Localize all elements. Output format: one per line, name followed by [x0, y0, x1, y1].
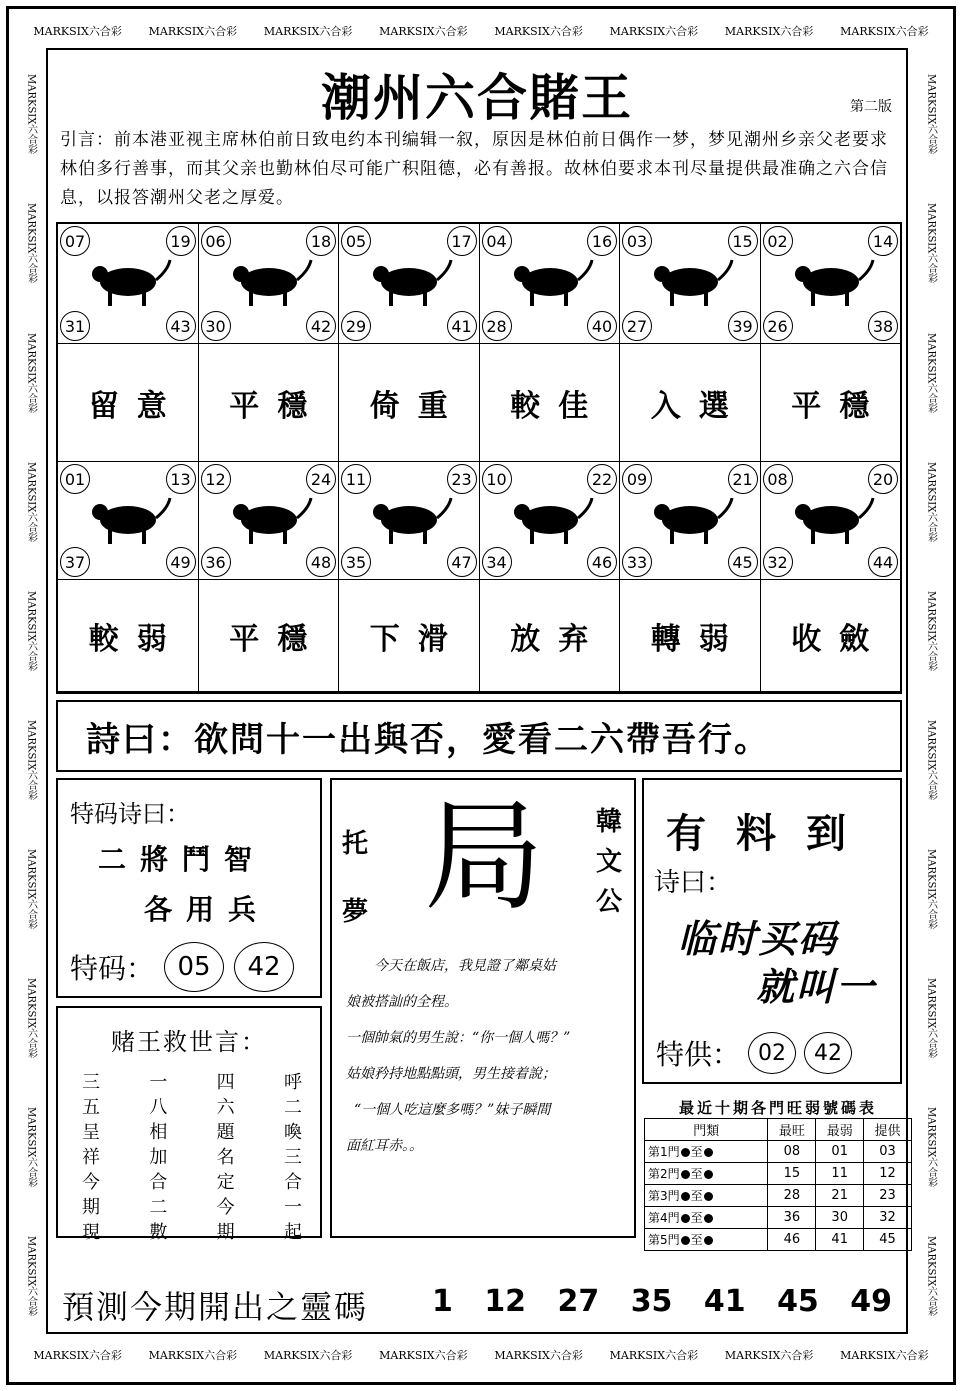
duwang-char: 今: [216, 1197, 235, 1218]
watermark-text: MARKSIX六合彩: [925, 332, 937, 413]
stats-hot: 15: [768, 1163, 816, 1185]
tema-title: 特码诗曰：: [70, 800, 190, 828]
zodiac-cell: [480, 462, 621, 580]
zodiac-word-cell: [58, 344, 199, 462]
zodiac-cell: [761, 462, 901, 580]
watermark-text: MARKSIX六合彩: [25, 461, 37, 543]
youliao-code-row: [656, 1032, 852, 1074]
zodiac-number: 30: [201, 311, 231, 341]
watermark-text: MARKSIX六合彩: [148, 1349, 238, 1362]
tiger-icon: [365, 246, 453, 314]
zodiac-word: 入選: [650, 388, 747, 424]
zodiac-row-words: [58, 344, 900, 462]
zodiac-number: 32: [763, 547, 793, 577]
watermark-bottom: [20, 1340, 942, 1370]
stats-row: [645, 1163, 912, 1185]
duwang-char: 五: [82, 1097, 100, 1118]
watermark-top: [20, 16, 942, 46]
watermark-text: MARKSIX六合彩: [925, 74, 937, 155]
predict-numbers: [432, 1284, 892, 1319]
tema-code-label: 特码：: [70, 952, 155, 985]
tema-line2: 各用兵: [144, 893, 271, 926]
zodiac-number: 28: [482, 311, 512, 341]
zodiac-number: 47: [447, 547, 477, 577]
intro-text: 引言：前本港亚视主席林伯前日致电约本刊编辑一叙，原因是林伯前日偶作一梦，梦见潮州乡亲父老要求林伯多行善事，而其父亲也勤林伯尽可能广积阻德，必有善报。故林伯要求本刊尽量提供最准确之六合信息，以报答潮州父老之厚爱。: [60, 130, 888, 208]
dream-line: 今天在飯店，我見證了鄰桌姑: [374, 958, 556, 974]
stats-hot: 28: [768, 1185, 816, 1207]
dream-story: [346, 948, 626, 1164]
zodiac-word: 留意: [88, 388, 185, 424]
duwang-char: 數: [149, 1222, 168, 1243]
stats-cold: 01: [816, 1141, 864, 1163]
zodiac-number: 29: [341, 311, 371, 341]
watermark-text: MARKSIX六合彩: [379, 1349, 468, 1362]
duwang-char: 起: [283, 1222, 302, 1243]
duwang-char: 現: [82, 1222, 100, 1243]
rabbit-icon: [506, 246, 594, 314]
zodiac-cell: [199, 462, 340, 580]
stats-header: 門類: [645, 1119, 768, 1141]
watermark-text: MARKSIX六合彩: [494, 25, 583, 38]
zodiac-number: 48: [306, 547, 336, 577]
dream-left-char: 夢: [342, 897, 369, 927]
zodiac-number: 46: [587, 547, 617, 577]
watermark-text: MARKSIX六合彩: [609, 25, 699, 38]
watermark-text: MARKSIX六合彩: [33, 1349, 122, 1362]
watermark-text: MARKSIX六合彩: [25, 1107, 37, 1188]
predict-number: 12: [484, 1284, 527, 1319]
rat-icon: [84, 246, 172, 314]
zodiac-word-cell: [761, 344, 901, 462]
zodiac-word-cell: [480, 344, 621, 462]
zodiac-cell: [480, 224, 621, 344]
zodiac-number: 35: [341, 547, 371, 577]
ball-icon: [704, 1236, 713, 1245]
zodiac-number: 19: [166, 226, 196, 256]
zodiac-word: 倚重: [369, 388, 466, 424]
zodiac-number: 23: [447, 464, 477, 494]
zodiac-number: 01: [60, 464, 90, 494]
duwang-char: 一: [283, 1197, 302, 1218]
stats-hot: 46: [768, 1229, 816, 1251]
pig-icon: [787, 484, 875, 552]
zodiac-number: 04: [482, 226, 512, 256]
zodiac-word: 較佳: [510, 388, 607, 424]
tema-box: [56, 778, 322, 998]
stats-table: [644, 1118, 912, 1251]
youliao-sub: 诗曰：: [654, 868, 733, 898]
predict-number: 27: [557, 1284, 600, 1319]
ball-icon: [681, 1170, 690, 1179]
ball-icon: [681, 1192, 690, 1201]
snake-icon: [787, 246, 875, 314]
zodiac-cell: [339, 224, 480, 344]
ball-icon: [704, 1214, 713, 1223]
watermark-text: MARKSIX六合彩: [25, 1236, 37, 1317]
zodiac-row-images: [58, 224, 900, 344]
zodiac-number: 22: [587, 464, 617, 494]
zodiac-word-cell: [339, 580, 480, 692]
horse-icon: [84, 484, 172, 552]
duwang-char: 相: [149, 1122, 168, 1143]
stats-row: [645, 1207, 912, 1229]
watermark-left: [18, 50, 44, 1341]
watermark-text: MARKSIX六合彩: [925, 590, 937, 672]
zodiac-word-cell: [199, 580, 340, 692]
goat-icon: [225, 484, 313, 552]
duwang-char: 名: [216, 1147, 235, 1168]
zodiac-number: 42: [306, 311, 336, 341]
watermark-text: MARKSIX六合彩: [925, 719, 937, 801]
watermark-text: MARKSIX六合彩: [925, 1236, 937, 1317]
duwang-grid: [82, 1070, 302, 1245]
ball-icon: [681, 1236, 690, 1245]
dream-left-char: 托: [342, 829, 369, 859]
stats-cold: 21: [816, 1185, 864, 1207]
duwang-title: 赌王救世言：: [111, 1028, 267, 1056]
watermark-text: MARKSIX六合彩: [925, 203, 937, 284]
youliao-code: 02: [748, 1032, 796, 1074]
watermark-text: MARKSIX六合彩: [25, 719, 37, 801]
stats-door: 第1門 至: [645, 1141, 768, 1163]
zodiac-number: 40: [587, 311, 617, 341]
watermark-text: MARKSIX六合彩: [25, 203, 37, 284]
duwang-column: [82, 1070, 100, 1245]
dream-box: [330, 778, 636, 1238]
watermark-right: [918, 50, 944, 1341]
duwang-char: 八: [149, 1097, 168, 1118]
stats-door: 第3門 至: [645, 1185, 768, 1207]
zodiac-word: 平穩: [229, 388, 326, 424]
duwang-char: 今: [82, 1172, 100, 1193]
stats-header: 最旺: [768, 1119, 816, 1141]
zodiac-number: 11: [341, 464, 371, 494]
rooster-icon: [506, 484, 594, 552]
zodiac-word: 轉弱: [650, 621, 747, 657]
zodiac-number: 20: [868, 464, 898, 494]
watermark-text: MARKSIX六合彩: [263, 1349, 353, 1362]
zodiac-word-cell: [620, 344, 761, 462]
zodiac-number: 33: [622, 547, 652, 577]
duwang-char: 期: [82, 1197, 100, 1218]
stats-offer: 23: [864, 1185, 912, 1207]
duwang-char: 合: [149, 1172, 168, 1193]
duwang-char: 期: [216, 1222, 235, 1243]
duwang-char: 三: [283, 1147, 302, 1168]
watermark-text: MARKSIX六合彩: [840, 25, 929, 38]
ball-icon: [704, 1192, 713, 1201]
watermark-text: MARKSIX六合彩: [25, 74, 37, 155]
zodiac-number: 27: [622, 311, 652, 341]
zodiac-cell: [761, 224, 901, 344]
youliao-line1: 临时买码: [678, 917, 839, 961]
tema-code-row: [70, 942, 294, 992]
zodiac-number: 38: [868, 311, 898, 341]
tema-line1: 二將鬥智: [98, 843, 267, 876]
duwang-column: [149, 1070, 167, 1245]
watermark-text: MARKSIX六合彩: [25, 590, 37, 672]
duwang-char: 四: [216, 1072, 235, 1093]
zodiac-number: 06: [201, 226, 231, 256]
zodiac-word: 放弃: [510, 621, 607, 657]
zodiac-word-cell: [620, 580, 761, 692]
watermark-text: MARKSIX六合彩: [25, 332, 37, 413]
ball-icon: [704, 1148, 713, 1157]
predict-label: 預測今期開出之靈碼: [62, 1288, 369, 1326]
stats-cold: 41: [816, 1229, 864, 1251]
zodiac-number: 31: [60, 311, 90, 341]
watermark-text: MARKSIX六合彩: [148, 25, 238, 38]
stats-caption: 最近十期各門旺弱號碼表: [678, 1099, 877, 1117]
duwang-char: 二: [149, 1197, 168, 1218]
dream-right: [596, 802, 622, 922]
zodiac-number: 02: [763, 226, 793, 256]
zodiac-number: 17: [447, 226, 477, 256]
watermark-text: MARKSIX六合彩: [840, 1349, 929, 1362]
predict-number: 41: [703, 1284, 746, 1319]
zodiac-cell: [58, 462, 199, 580]
zodiac-cell: [199, 224, 340, 344]
tema-code: 42: [234, 942, 294, 992]
zodiac-number: 13: [166, 464, 196, 494]
stats-offer: 45: [864, 1229, 912, 1251]
zodiac-number: 08: [763, 464, 793, 494]
stats-door: 第4門 至: [645, 1207, 768, 1229]
watermark-text: MARKSIX六合彩: [925, 1107, 937, 1188]
watermark-text: MARKSIX六合彩: [379, 25, 468, 38]
duwang-char: 六: [216, 1097, 235, 1118]
zodiac-word-cell: [339, 344, 480, 462]
zodiac-number: 10: [482, 464, 512, 494]
duwang-column: [284, 1070, 302, 1245]
zodiac-number: 37: [60, 547, 90, 577]
stats-door: 第2門 至: [645, 1163, 768, 1185]
stats-row: [645, 1141, 912, 1163]
stats-header: 最弱: [816, 1119, 864, 1141]
stats-row: [645, 1229, 912, 1251]
duwang-char: 呈: [82, 1122, 100, 1143]
stats-hot: 08: [768, 1141, 816, 1163]
zodiac-number: 43: [166, 311, 196, 341]
zodiac-grid: [56, 222, 902, 694]
predict-number: 35: [630, 1284, 673, 1319]
youliao-code-label: 特供：: [656, 1038, 741, 1071]
zodiac-cell: [339, 462, 480, 580]
predict-number: 1: [432, 1284, 453, 1319]
zodiac-cell: [620, 224, 761, 344]
stats-door: 第5門 至: [645, 1229, 768, 1251]
dream-right-char: 韓: [595, 807, 622, 837]
zodiac-number: 15: [728, 226, 758, 256]
stats-row: [645, 1185, 912, 1207]
dream-right-char: 文: [595, 847, 622, 877]
dragon-icon: [646, 246, 734, 314]
youliao-box: [642, 778, 902, 1084]
watermark-text: MARKSIX六合彩: [494, 1349, 583, 1362]
stats-hot: 36: [768, 1207, 816, 1229]
duwang-char: 喚: [283, 1122, 302, 1143]
watermark-text: MARKSIX六合彩: [925, 461, 937, 543]
zodiac-number: 05: [341, 226, 371, 256]
duwang-char: 一: [149, 1072, 168, 1093]
dream-line: 一個帥氣的男生說：“你一個人嗎？”: [346, 1030, 571, 1046]
youliao-title: 有料到: [666, 811, 876, 857]
duwang-char: 定: [216, 1172, 235, 1193]
zodiac-number: 49: [166, 547, 196, 577]
duwang-char: 呼: [283, 1072, 302, 1093]
stats-offer: 12: [864, 1163, 912, 1185]
zodiac-number: 03: [622, 226, 652, 256]
zodiac-word-cell: [761, 580, 901, 692]
watermark-text: MARKSIX六合彩: [724, 25, 814, 38]
zodiac-number: 07: [60, 226, 90, 256]
watermark-text: MARKSIX六合彩: [925, 978, 937, 1059]
zodiac-word-cell: [480, 580, 621, 692]
zodiac-number: 36: [201, 547, 231, 577]
zodiac-number: 09: [622, 464, 652, 494]
zodiac-number: 24: [306, 464, 336, 494]
stats-cold: 30: [816, 1207, 864, 1229]
duwang-char: 合: [283, 1172, 302, 1193]
stats-header: 提供: [864, 1119, 912, 1141]
zodiac-number: 14: [868, 226, 898, 256]
zodiac-number: 26: [763, 311, 793, 341]
duwang-box: [56, 1006, 322, 1243]
dream-line: 面紅耳赤。。: [346, 1138, 423, 1154]
duwang-char: 祥: [82, 1147, 100, 1168]
dream-line: 娘被搭訕的全程。: [346, 994, 458, 1010]
ball-icon: [681, 1214, 690, 1223]
zodiac-number: 12: [201, 464, 231, 494]
dream-line: 姑娘矜持地點點頭，男生接着說；: [346, 1066, 556, 1082]
ox-icon: [225, 246, 313, 314]
zodiac-word-cell: [58, 580, 199, 692]
dream-line: “一個人吃這麼多嗎？”妹子瞬間: [354, 1102, 551, 1118]
main-panel: [46, 48, 908, 1334]
stats-cold: 11: [816, 1163, 864, 1185]
dream-big-char: 局: [424, 788, 544, 927]
zodiac-number: 34: [482, 547, 512, 577]
ball-icon: [681, 1148, 690, 1157]
edition-label: 第二版: [850, 99, 892, 115]
zodiac-number: 16: [587, 226, 617, 256]
zodiac-word: 平穩: [229, 621, 326, 657]
stats-header-row: [645, 1119, 912, 1141]
youliao-line2: 就叫一: [756, 965, 877, 1009]
duwang-char: 三: [82, 1072, 100, 1093]
duwang-char: 題: [216, 1122, 235, 1143]
zodiac-number: 18: [306, 226, 336, 256]
zodiac-cell: [620, 462, 761, 580]
zodiac-word: 收斂: [791, 621, 888, 657]
dog-icon: [646, 484, 734, 552]
zodiac-word-cell: [199, 344, 340, 462]
predict-number: 49: [850, 1284, 892, 1319]
dream-right-char: 公: [595, 887, 622, 917]
duwang-column: [217, 1070, 235, 1245]
zodiac-row-words: [58, 580, 900, 692]
watermark-text: MARKSIX六合彩: [925, 848, 937, 930]
watermark-text: MARKSIX六合彩: [724, 1349, 814, 1362]
stats-offer: 03: [864, 1141, 912, 1163]
tema-code: 05: [164, 942, 224, 992]
zodiac-number: 41: [447, 311, 477, 341]
monkey-icon: [365, 484, 453, 552]
ball-icon: [704, 1170, 713, 1179]
youliao-code: 42: [804, 1032, 852, 1074]
zodiac-word: 較弱: [88, 621, 185, 657]
watermark-text: MARKSIX六合彩: [25, 978, 37, 1059]
zodiac-number: 21: [728, 464, 758, 494]
duwang-char: 加: [149, 1147, 168, 1168]
zodiac-number: 45: [728, 547, 758, 577]
zodiac-word: 平穩: [791, 388, 888, 424]
zodiac-number: 44: [868, 547, 898, 577]
zodiac-number: 39: [728, 311, 758, 341]
duwang-char: 二: [283, 1097, 302, 1118]
poem-banner: 詩曰：欲問十一出與否，愛看二六帶吾行。: [56, 700, 902, 772]
dream-left: [342, 810, 368, 946]
zodiac-row-images: [58, 462, 900, 580]
predict-number: 45: [777, 1284, 819, 1319]
watermark-text: MARKSIX六合彩: [609, 1349, 699, 1362]
watermark-text: MARKSIX六合彩: [263, 25, 353, 38]
stats-offer: 32: [864, 1207, 912, 1229]
page-title: 潮州六合賭王: [321, 68, 633, 127]
watermark-text: MARKSIX六合彩: [25, 848, 37, 930]
zodiac-cell: [58, 224, 199, 344]
zodiac-word: 下滑: [369, 621, 466, 657]
watermark-text: MARKSIX六合彩: [33, 25, 122, 38]
